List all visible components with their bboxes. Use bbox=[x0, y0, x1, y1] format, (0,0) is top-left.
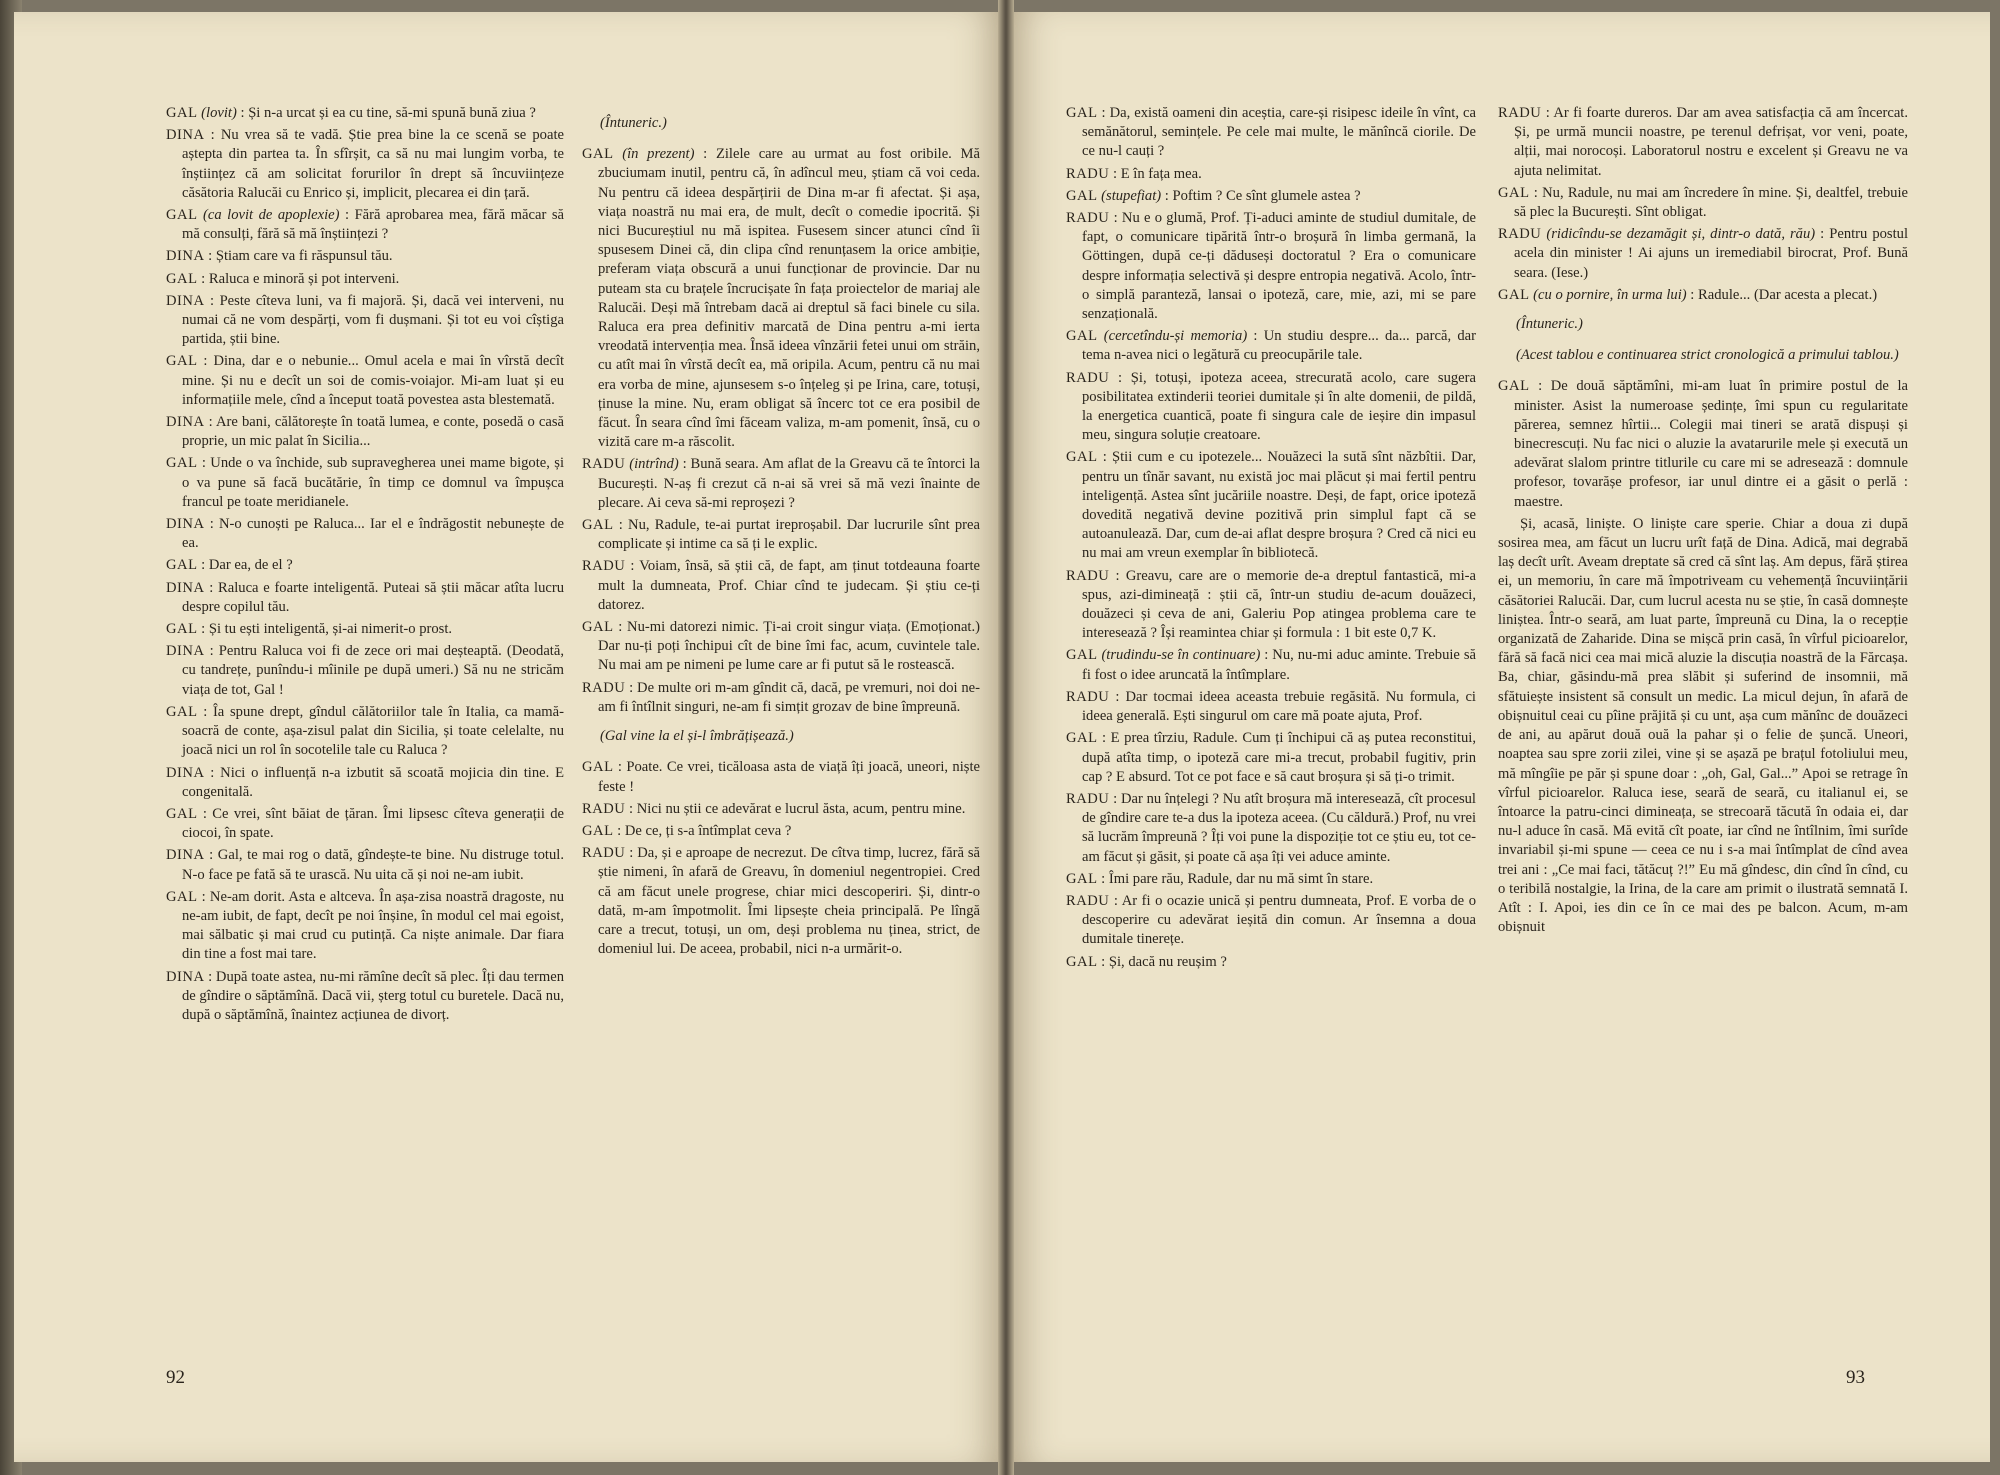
dialogue-line: GAL : Dina, dar e o nebunie... Omul acela e mai în vîrstă decît mine. Și nu e decît un soi de comis-voiajor. Mi-am luat și eu informațiile mele, cînd a început toată povestea asta blestemată. bbox=[166, 353, 564, 408]
right-column-1 bbox=[1066, 104, 1476, 975]
speaker-name: DINA bbox=[166, 643, 205, 660]
speaker-name: DINA bbox=[166, 764, 205, 781]
speaker-name: DINA bbox=[166, 579, 205, 596]
dialogue-text: Raluca e foarte inteligentă. Puteai să știi măcar atîta lucru despre copilul tău. bbox=[182, 579, 565, 615]
speaker-name: RADU bbox=[1066, 688, 1110, 705]
stage-direction: (Gal vine la el și-l îmbrățișează.) bbox=[600, 728, 794, 745]
dialogue-text: Nu e o glumă, Prof. Ți-aduci aminte de studiul dumitale, de fapt, o comunicare tipărită într-o broșură în limba germană, la Göttingen, după ce-ți dăduseși doctoratul ? Era o comunicare despre informația selectivă și despre entropia negativă. Acolo, într-o simplă paranteză, lansai o ipoteză, care, mie, azi, mi se pare senzațională. bbox=[1082, 210, 1476, 323]
dialogue-line: RADU : Ar fi foarte dureros. Dar am avea satisfacția că am încercat. Și, pe urmă muncii noastre, pe terenul defrișat, vor veni, poate, alții, mai norocoși. Laboratorul nostru e excelent și Greavu ne va ajuta nelimitat. bbox=[1498, 105, 1909, 179]
dialogue-line: RADU (ridicîndu-se dezamăgit și, dintr-o dată, rău) : Pentru postul acela din minister ! Ai ajuns un iremediabil birocrat, Prof. Bună seara. (Iese.) bbox=[1498, 226, 1909, 281]
speaker-name: DINA bbox=[166, 292, 205, 309]
dialogue-line: GAL : Ce vrei, sînt băiat de țăran. Îmi lipsesc cîteva generații de ciocoi, în spate. bbox=[166, 805, 564, 842]
dialogue-line: GAL : Știi cum e cu ipotezele... Nouăzeci la sută sînt năzbîtii. Dar, pentru un tînăr savant, nu există joc mai plăcut și mai fertil pentru inteligență. Astea sînt jucăriile noastre. Deși, de fapt, orice ipoteză dovedită negativă devine pozitivă prin simplul fapt că se autoanulează. Dar, cum de-ai aflat despre broșura ? Cred că nici eu nu mai am vreun exemplar în bibliotecă. bbox=[1066, 449, 1476, 562]
dialogue-line: RADU : Și, totuși, ipoteza aceea, strecurată acolo, care sugera posibilitatea extinderii teoriei dumitale și în alte domenii, de pildă, la energetica cuantică, poate fi singura cale de ieșire din impasul meu, singura soluție creatoare. bbox=[1066, 369, 1476, 444]
speaker-name: RADU bbox=[582, 845, 626, 862]
dialogue-line: RADU : De multe ori m-am gîndit că, dacă, pe vremuri, noi doi ne-am fi întîlnit singuri, ne-am fi simțit grozav de bine împreună. bbox=[582, 679, 980, 715]
page-number-left: 92 bbox=[166, 1367, 185, 1388]
dialogue-text: Și n-a urcat și ea cu tine, să-mi spună bună ziua ? bbox=[248, 105, 536, 121]
dialogue-text: Știi cum e cu ipotezele... Nouăzeci la sută sînt năzbîtii. Dar, pentru un tînăr savant, nu există joc mai plăcut și mai fertil pentru inteligență. Astea sînt jucăriile noastre. Deși, de fapt, orice ipoteză dovedită negativă devine pozitivă prin simplul fapt că se autoanulează. Dar, cum de-ai aflat despre broșura ? Cred că nici eu nu mai am vreun exemplar în bibliotecă. bbox=[1082, 449, 1476, 562]
dialogue-line: GAL : Nu-mi datorezi nimic. Ți-ai croit singur viața. (Emoționat.) Dar nu-ți poți închipui cît de bine îmi fac, acum, cuvintele tale. Nu mai am pe nimeni pe lume care ar fi putut să le rostească. bbox=[582, 619, 980, 674]
speaker-name: RADU bbox=[1066, 892, 1110, 909]
dialogue-text: Ar fi foarte dureros. Dar am avea satisfacția că am încercat. Și, pe urmă muncii noastre, pe terenul defrișat, vor veni, poate, alții, mai norocoși. Laboratorul nostru e excelent și Greavu ne va ajuta nelimitat. bbox=[1514, 105, 1909, 179]
stage-note: (intrînd) bbox=[629, 456, 679, 473]
speaker-name: GAL bbox=[166, 207, 198, 224]
dialogue-line: DINA : Are bani, călătorește în toată lumea, e conte, posedă o casă proprie, un mic palat în Sicilia... bbox=[166, 414, 565, 450]
dialogue-line: DINA : Peste cîteva luni, va fi majoră. Și, dacă vei interveni, nu numai că ne vom despărți, vom fi dușmani. Și tot eu voi cîștiga partida, știi bine. bbox=[166, 292, 564, 348]
dialogue-text: Poate. Ce vrei, ticăloasa asta de viață îți joacă, uneori, niște feste ! bbox=[598, 759, 980, 795]
dialogue-text: Pentru postul acela din minister ! Ai ajuns un iremediabil birocrat, Prof. Bună seara. (Iese.) bbox=[1514, 226, 1909, 281]
speaker-name: GAL bbox=[1066, 449, 1098, 466]
stage-direction: (Acest tablou e continuarea strict cronologică a primului tablou.) bbox=[1516, 347, 1899, 364]
speaker-name: GAL bbox=[166, 105, 198, 121]
page-number-right: 93 bbox=[1846, 1367, 1865, 1388]
dialogue-line: GAL : Ne-am dorit. Asta e altceva. În așa-zisa noastră dragoste, nu ne-am iubit, de fapt, decît pe noi înșine, în modul cel mai egoist, mai sălbatic și mai crud cu putință. Ca niște animale. Dar fiara din tine a fost mai tare. bbox=[166, 888, 564, 963]
speaker-name: GAL bbox=[166, 557, 198, 574]
speaker-name: GAL bbox=[1498, 286, 1530, 303]
dialogue-text: Și tu ești inteligentă, și-ai nimerit-o prost. bbox=[208, 621, 453, 638]
speaker-name: GAL bbox=[166, 270, 198, 287]
speaker-name: DINA bbox=[166, 127, 205, 144]
speaker-name: GAL bbox=[1498, 184, 1530, 201]
dialogue-text: E în fața mea. bbox=[1120, 165, 1202, 182]
dialogue-line: GAL : De două săptămîni, mi-am luat în primire postul de la minister. Asist la numeroase ședințe, îmi spun cu regularitate părerea, semnez hîrtii... Colegii mai tineri se arată dispuși și binecrescuți. Nu fac nici o aluzie la avatarurile mele și execută un adevărat slalom printre titlurile cu care mi se adresează : domnule profesor, tovarășe profesor, iar unul dintre ei a găsit o perlă : maestre. bbox=[1498, 378, 1908, 510]
dialogue-text: Pentru Raluca voi fi de zece ori mai deșteaptă. (Deodată, cu tandrețe, punîndu-i mîinile pe după umeri.) Să nu ne stricăm viața de tot, Gal ! bbox=[182, 643, 564, 698]
speaker-name: GAL bbox=[582, 517, 614, 534]
dialogue-text: După toate astea, nu-mi rămîne decît să plec. Îți dau termen de gîndire o săptămînă. Dacă vii, șterg totul cu buretele. Dacă nu, după o săptămînă, înaintez acțiunea de divorț. bbox=[182, 968, 564, 1023]
dialogue-line: GAL (trudindu-se în continuare) : Nu, nu-mi aduc aminte. Trebuie să fi fost o idee aruncată la întîmplare. bbox=[1066, 647, 1476, 683]
dialogue-text: Nici o influență n-a izbutit să scoată mojicia din tine. E congenitală. bbox=[182, 764, 564, 800]
left-column-1 bbox=[166, 104, 564, 1028]
right-page bbox=[1008, 12, 1990, 1462]
speaker-name: DINA bbox=[166, 516, 205, 533]
dialogue-line: GAL (cercetîndu-și memoria) : Un studiu despre... da... parcă, dar tema n-avea nici o legătură cu preocupările tale. bbox=[1066, 328, 1476, 364]
speaker-name: GAL bbox=[166, 621, 198, 638]
dialogue-line: GAL : Nu, Radule, nu mai am încredere în mine. Și, dealtfel, trebuie să plec la București. Sînt obligat. bbox=[1498, 184, 1908, 221]
dialogue-text: Îa spune drept, gîndul călătoriilor tale în Italia, ca mamă-soacră de conte, așa-zisul palat din Sicilia, și toate celelalte, nu joacă nici un rol în socotelile tale cu Raluca ? bbox=[182, 703, 564, 759]
dialogue-text: Unde o va închide, sub supravegherea unei mame bigote, și o va pune să facă bucătărie, în timp ce domnul va împușca francul pe toate meridianele. bbox=[182, 455, 564, 510]
dialogue-text: Ce vrei, sînt băiat de țăran. Îmi lipsesc cîteva generații de ciocoi, în spate. bbox=[182, 805, 564, 842]
dialogue-text: Poftim ? Ce sînt glumele astea ? bbox=[1172, 187, 1361, 204]
speaker-name: RADU bbox=[1498, 226, 1542, 243]
dialogue-text: Are bani, călătorește în toată lumea, e conte, posedă o casă proprie, un mic palat în Sicilia... bbox=[182, 414, 565, 450]
left-page bbox=[14, 12, 1004, 1462]
book-gutter bbox=[998, 0, 1014, 1475]
speaker-name: RADU bbox=[582, 558, 626, 575]
stage-direction: (Întuneric.) bbox=[600, 115, 667, 131]
dialogue-line: GAL : E prea tîrziu, Radule. Cum ți închipui că aș putea reconstitui, după atîta timp, o ipoteză care mi-a trecut, probabil fugitiv, prin cap ? E absurd. Tot ce pot face e să caut broșura și să ți-o trimit. bbox=[1066, 730, 1476, 785]
dialogue-text: Raluca e minoră și pot interveni. bbox=[208, 270, 400, 287]
dialogue-text: Dar ea, de el ? bbox=[208, 557, 293, 574]
dialogue-line: RADU : Da, și e aproape de necrezut. De cîtva timp, lucrez, fără să știe nimeni, în afară de Greavu, în domeniul negentropiei. Cred că am făcut unele progrese, chiar mici descoperiri. Și, dintr-o dată, m-am împotmolit. Îmi lipsește cheia principală. Pe lîngă care a trecut, totuși, un om, deși problema nu ținea, strict, de domeniul lui. De aceea, probabil, nici n-a urmărit-o. bbox=[582, 845, 980, 958]
stage-note: (ridicîndu-se dezamăgit și, dintr-o dată, rău) bbox=[1546, 226, 1816, 243]
speaker-name: RADU bbox=[1066, 790, 1110, 807]
dialogue-text: Dina, dar e o nebunie... Omul acela e mai în vîrstă decît mine. Și nu e decît un soi de comis-voiajor. Mi-am luat și eu informațiile mele, cînd a început toată povestea asta blestemată. bbox=[182, 353, 564, 408]
speaker-name: DINA bbox=[166, 414, 205, 431]
dialogue-text: Bună seara. Am aflat de la Greavu că te întorci la București. N-aș fi crezut că n-ai să vrei să mă vezi înainte de plecare. Ai ceva să-mi reproșezi ? bbox=[598, 456, 980, 511]
dialogue-line: DINA : Pentru Raluca voi fi de zece ori mai deșteaptă. (Deodată, cu tandrețe, punîndu-i mîinile pe după umeri.) Să nu ne stricăm viața de tot, Gal ! bbox=[166, 643, 564, 698]
speaker-name: GAL bbox=[1066, 187, 1098, 204]
speaker-name: GAL bbox=[166, 455, 198, 472]
dialogue-text: Știam care va fi răspunsul tău. bbox=[215, 248, 393, 265]
speaker-name: DINA bbox=[166, 847, 205, 864]
speaker-name: GAL bbox=[1066, 870, 1098, 887]
dialogue-text: Radule... (Dar acesta a plecat.) bbox=[1698, 286, 1878, 303]
dialogue-text: De două săptămîni, mi-am luat în primire postul de la minister. Asist la numeroase ședințe, îmi spun cu regularitate părerea, semnez hîrtii... Colegii mai tineri se arată dispuși și binecrescuți. Nu fac nici o aluzie la avatarurile mele și execută un adevărat slalom printre titlurile cu care mi se adresează : domnule profesor, tovarășe profesor, iar unul dintre ei a găsit o perlă : maestre. bbox=[1514, 378, 1908, 510]
dialogue-line: GAL (în prezent) : Zilele care au urmat au fost oribile. Mă zbuciumam inutil, pentru că, în adîncul meu, știam că voi ceda. Nu pentru că ideea despărțirii de Dina m-ar fi afectat. Și așa, viața noastră nu mai era, de mult, decît o comedie ipocrită. Și nici Bucureștiul nu mă ispitea. Fusesem sincer atunci cînd îi spusesem Dinei că, din clipa cînd renunțasem la orice ambiție, preferam viața obscură a unui funcționar de provincie. Dar nu puteam sta cu brațele încrucișate în fața proiectelor de mariaj ale Ralucăi. Deși mă întrebam dacă ai dreptul să faci binele cu sila. Raluca era prea definitiv marcată de Dina pentru a-mi ierta vreodată intervenția mea. Însă ideea vînzării fetei unui om străin, cu atît mai în vîrstă decît ea, mă oripila. Acum, pentru că nu mai era vorba de mine, ajunsesem s-o înțeleg și pe Irina, care, totuși, ținuse la mine. Nu, eram obligat să încerc tot ce era posibil de făcut. În seara cînd îmi făceam valiza, m-am pomenit, însă, cu o vizită care m-a răscolit. bbox=[582, 146, 981, 451]
dialogue-line: GAL : De ce, ți s-a întîmplat ceva ? bbox=[582, 822, 792, 839]
dialogue-text: De multe ori m-am gîndit că, dacă, pe vremuri, noi doi ne-am fi întîlnit singuri, ne-am fi simțit grozav de bine împreună. bbox=[598, 679, 980, 715]
stage-note: (ca lovit de apoplexie) bbox=[203, 207, 340, 224]
speaker-name: RADU bbox=[582, 456, 626, 473]
dialogue-line: RADU : Greavu, care are o memorie de-a dreptul fantastică, mi-a spus, azi-dimineață : știi că, într-un studiu de-acum douăzeci, douăzeci și ceva de ani, Galeriu Pop atingea problema care te interesează ? Își reamintea chiar și formula : 1 bit este 0,7 K. bbox=[1066, 567, 1476, 642]
dialogue-text: Nici nu știi ce adevărat e lucrul ăsta, acum, pentru mine. bbox=[636, 800, 966, 817]
dialogue-line: GAL : Și, dacă nu reușim ? bbox=[1066, 953, 1227, 970]
dialogue-text: Dar nu înțelegi ? Nu atît broșura mă interesează, cît procesul de gîndire care te-a dus la ipoteza aceea. (Cu căldură.) Prof, nu vrei să lucrăm împreună ? Îți voi pune la dispoziție tot ce știu eu, tot ce-am făcut și găsit, și poate că așa îți vei aduce aminte. bbox=[1082, 790, 1476, 865]
speaker-name: GAL bbox=[582, 619, 614, 636]
dialogue-text: Îmi pare rău, Radule, dar nu mă simt în stare. bbox=[1108, 870, 1374, 887]
stage-note: (stupefiat) bbox=[1101, 187, 1162, 204]
speaker-name: GAL bbox=[1498, 378, 1530, 395]
dialogue-line: RADU : Ar fi o ocazie unică și pentru dumneata, Prof. E vorba de o descoperire cu adevărat ieșită din comun. Ar însemna a doua dumitale tinerețe. bbox=[1066, 892, 1476, 948]
dialogue-line: RADU (intrînd) : Bună seara. Am aflat de la Greavu că te întorci la București. N-aș fi crezut că n-ai să vrei să mă vezi înainte de plecare. Ai ceva să-mi reproșezi ? bbox=[582, 456, 980, 511]
dialogue-text: Nu, nu-mi aduc aminte. Trebuie să fi fost o idee aruncată la întîmplare. bbox=[1082, 647, 1476, 683]
dialogue-line: GAL (stupefiat) : Poftim ? Ce sînt glumele astea ? bbox=[1066, 187, 1361, 204]
dialogue-line: GAL : Îa spune drept, gîndul călătoriilor tale în Italia, ca mamă-soacră de conte, așa-zisul palat din Sicilia, și toate celelalte, nu joacă nici un rol în socotelile tale cu Raluca ? bbox=[166, 703, 564, 759]
dialogue-line: DINA : N-o cunoști pe Raluca... Iar el e îndrăgostit nebunește de ea. bbox=[166, 516, 564, 552]
dialogue-text: Gal, te mai rog o dată, gîndește-te bine. Nu distruge totul. N-o face pe fată să te urască. Nu uita că și noi ne-am iubit. bbox=[182, 847, 564, 883]
dialogue-line: GAL : Și tu ești inteligentă, și-ai nimerit-o prost. bbox=[166, 621, 453, 638]
dialogue-line: GAL (ca lovit de apoplexie) : Fără aprobarea mea, fără măcar să mă consulți, fără să mă înștiințezi ? bbox=[166, 207, 564, 243]
dialogue-text: Nu-mi datorezi nimic. Ți-ai croit singur viața. (Emoționat.) Dar nu-ți poți închipui cît de bine îmi fac, acum, cuvintele tale. Nu mai am pe nimeni pe lume care ar fi putut să le rostească. bbox=[598, 619, 980, 674]
speaker-name: GAL bbox=[1066, 105, 1098, 121]
dialogue-line: RADU : Dar tocmai ideea aceasta trebuie regăsită. Nu formula, ci ideea generală. Ești singurul om care mă poate ajuta, Prof. bbox=[1066, 688, 1476, 725]
stage-note: (în prezent) bbox=[622, 146, 695, 163]
dialogue-text: Da, există oameni din aceștia, care-și risipesc ideile în vînt, ca semănătorul, semințele. Pe cele mai multe, le mănîncă ciorile. De ce nu-l cauți ? bbox=[1082, 105, 1476, 160]
dialogue-line: DINA : Raluca e foarte inteligentă. Puteai să știi măcar atîta lucru despre copilul tău. bbox=[166, 579, 565, 615]
speaker-name: RADU bbox=[582, 800, 626, 817]
dialogue-text: Nu, Radule, te-ai purtat ireproșabil. Dar lucrurile sînt prea complicate și intime ca să ți le explic. bbox=[598, 517, 980, 553]
speaker-name: GAL bbox=[166, 805, 198, 822]
dialogue-text: De ce, ți s-a întîmplat ceva ? bbox=[624, 822, 792, 839]
speaker-name: GAL bbox=[1066, 328, 1098, 345]
dialogue-text: Peste cîteva luni, va fi majoră. Și, dacă vei interveni, nu numai că ne vom despărți, vom fi dușmani. Și tot eu voi cîștiga partida, știi bine. bbox=[182, 292, 564, 348]
dialogue-line: RADU : Voiam, însă, să știi că, de fapt, am ținut totdeauna foarte mult la dumneata, Prof. Chiar cînd te judecam. Și știu ce-ți datorez. bbox=[582, 558, 981, 613]
stage-note: (lovit) bbox=[201, 105, 237, 121]
speaker-name: GAL bbox=[1066, 953, 1098, 970]
dialogue-text: Un studiu despre... da... parcă, dar tema n-avea nici o legătură cu preocupările tale. bbox=[1082, 328, 1476, 364]
dialogue-line: GAL (cu o pornire, în urma lui) : Radule... (Dar acesta a plecat.) bbox=[1498, 286, 1878, 303]
dialogue-text: Greavu, care are o memorie de-a dreptul fantastică, mi-a spus, azi-dimineață : știi că, într-un studiu de-acum douăzeci, douăzeci și ceva de ani, Galeriu Pop atingea problema care te interesează ? Își reamintea chiar și formula : 1 bit este 0,7 K. bbox=[1082, 567, 1476, 642]
speaker-name: DINA bbox=[166, 248, 205, 265]
speaker-name: RADU bbox=[1066, 369, 1110, 386]
dialogue-text: Fără aprobarea mea, fără măcar să mă consulți, fără să mă înștiințezi ? bbox=[182, 207, 564, 243]
dialogue-line: GAL : Unde o va închide, sub supravegherea unei mame bigote, și o va pune să facă bucătărie, în timp ce domnul va împușca francul pe toate meridianele. bbox=[166, 455, 564, 510]
dialogue-line: DINA : Știam care va fi răspunsul tău. bbox=[166, 248, 393, 265]
stage-direction: (Întuneric.) bbox=[1516, 316, 1583, 333]
dialogue-line: RADU : Dar nu înțelegi ? Nu atît broșura mă interesează, cît procesul de gîndire care te-a dus la ipoteza aceea. (Cu căldură.) Prof, nu vrei să lucrăm împreună ? Îți voi pune la dispoziție tot ce știu eu, tot ce-am făcut și găsit, și poate că așa îți vei aduce aminte. bbox=[1066, 790, 1476, 865]
speaker-name: GAL bbox=[166, 703, 198, 720]
dialogue-line: GAL : Da, există oameni din aceștia, care-și risipesc ideile în vînt, ca semănătorul, semințele. Pe cele mai multe, le mănîncă ciorile. De ce nu-l cauți ? bbox=[1066, 105, 1476, 160]
dialogue-line: DINA : După toate astea, nu-mi rămîne decît să plec. Îți dau termen de gîndire o săptămînă. Dacă vii, șterg totul cu buretele. Dacă nu, după o săptămînă, înaintez acțiunea de divorț. bbox=[166, 968, 564, 1023]
dialogue-text: E prea tîrziu, Radule. Cum ți închipui că aș putea reconstitui, după atîta timp, o ipoteză care mi-a trecut, probabil fugitiv, prin cap ? E absurd. Tot ce pot face e să caut broșura și să ți-o trimit. bbox=[1082, 730, 1476, 785]
dialogue-line: RADU : E în fața mea. bbox=[1066, 165, 1202, 182]
speaker-name: GAL bbox=[166, 353, 198, 370]
dialogue-line: DINA : Nici o influență n-a izbutit să scoată mojicia din tine. E congenitală. bbox=[166, 764, 564, 800]
dialogue-line: GAL : Raluca e minoră și pot interveni. bbox=[166, 270, 400, 287]
dialogue-line: GAL : Îmi pare rău, Radule, dar nu mă simt în stare. bbox=[1066, 870, 1374, 887]
dialogue-line: RADU : Nici nu știi ce adevărat e lucrul ăsta, acum, pentru mine. bbox=[582, 800, 966, 817]
speaker-name: DINA bbox=[166, 968, 205, 985]
speaker-name: RADU bbox=[582, 679, 626, 696]
stage-note: (cu o pornire, în urma lui) bbox=[1533, 286, 1687, 303]
dialogue-text: Ar fi o ocazie unică și pentru dumneata, Prof. E vorba de o descoperire cu adevărat ieșită din comun. Ar însemna a doua dumitale tinerețe. bbox=[1082, 892, 1476, 948]
stage-note: (cercetîndu-și memoria) bbox=[1103, 328, 1248, 345]
dialogue-text: Ne-am dorit. Asta e altceva. În așa-zisa noastră dragoste, nu ne-am iubit, de fapt, decît pe noi înșine, în modul cel mai egoist, mai sălbatic și mai crud cu putință. Ca niște animale. Dar fiara din tine a fost mai tare. bbox=[182, 888, 564, 963]
dialogue-text: Zilele care au urmat au fost oribile. Mă zbuciumam inutil, pentru că, în adîncul meu, știam că voi ceda. Nu pentru că ideea despărțirii de Dina m-ar fi afectat. Și așa, viața noastră nu mai era, de mult, decît o comedie ipocrită. Și nici Bucureștiul nu mă ispitea. Fusesem sincer atunci cînd îi spusesem Dinei că, din clipa cînd renunțasem la orice ambiție, preferam viața obscură a unui funcționar de provincie. Dar nu puteam sta cu brațele încrucișate în fața proiectelor de mariaj ale Ralucăi. Deși mă întrebam dacă ai dreptul să faci binele cu sila. Raluca era prea definitiv marcată de Dina pentru a-mi ierta vreodată intervenția mea. Însă ideea vînzării fetei unui om străin, cu atît mai în vîrstă decît ea, mă oripila. Acum, pentru că nu mai era vorba de mine, ajunsesem s-o înțeleg și pe Irina, care, totuși, ținuse la mine. Nu, eram obligat să încerc tot ce era posibil de făcut. În seara cînd îmi făceam valiza, m-am pomenit, însă, cu o vizită care m-a răscolit. bbox=[598, 146, 981, 451]
speaker-name: RADU bbox=[1498, 105, 1542, 121]
speaker-name: GAL bbox=[582, 759, 614, 776]
dialogue-text: Voiam, însă, să știi că, de fapt, am ținut totdeauna foarte mult la dumneata, Prof. Chiar cînd te judecam. Și știu ce-ți datorez. bbox=[598, 558, 981, 613]
dialogue-line: GAL : Dar ea, de el ? bbox=[166, 557, 293, 574]
dialogue-line: DINA : Gal, te mai rog o dată, gîndește-te bine. Nu distruge totul. N-o face pe fată să te urască. Nu uita că și noi ne-am iubit. bbox=[166, 847, 564, 883]
paragraph: Și, acasă, liniște. O liniște care sperie. Chiar a doua zi după sosirea mea, am făcut un lucru urît față de Dina. Adică, mai degrabă laș decît urît. Aveam dreptate să cred că sînt laș. Am depus, fără știrea ei, un memoriu, în care mă împotriveam cu vehemență încuviințării căsătoriei Ralucăi. Dar, cum lucrul acesta nu se știe, în casă domnește liniștea. Într-o seară, am luat parte, împreună cu Dina, la o recepție organizată de Zaharide. Dina se mișcă prin casă, în vîrful picioarelor, fără să facă nici cea mai mică aluzie la discuția noastră de la Fărcașa. Ba, chiar, găsindu-mă prea slăbit și suferind de insomnii, mă sfătuiește insistent să consult un medic. La micul dejun, în afară de obișnuitul ceai cu pîine prăjită și cu unt, așa cum mănînc de douăzeci de ani, au apărut două ouă la pahar și o felie de șuncă. Uneori, noaptea sau spre zorii zilei, vine și se așază pe brațul fotoliului meu, mă mîngîie pe păr și spune doar : „oh, Gal, Gal...” Apoi se retrage în vîrful picioarelor. Raluca iese, seară de seară, cu italianul ei, se întoarce la patru-cinci dimineața, se strecoară tăcută în odaia ei, dar nu-l aduce în casă. Mă evită cît poate, iar cînd ne întîlnim, îmi surîde invariabil și-mi spune — ceea ce nu i s-a mai întîmplat de cînd avea trei ani : „Ce mai faci, tătăcuț ?!” Eu mă gîndesc, din cînd în cînd, cu o teribilă nostalgie, la Irina, de la care am primit o ilustrată semnată I. Atît : I. Apoi, ies din ce în ce mai des pe balcon. Acum, m-am obișnuit bbox=[1498, 515, 1908, 936]
dialogue-text: N-o cunoști pe Raluca... Iar el e îndrăgostit nebunește de ea. bbox=[182, 516, 564, 552]
dialogue-line: GAL : Nu, Radule, te-ai purtat ireproșabil. Dar lucrurile sînt prea complicate și intime ca să ți le explic. bbox=[582, 517, 980, 553]
dialogue-text: Nu vrea să te vadă. Știe prea bine la ce scenă se poate aștepta din partea ta. În sfîrșit, ca să nu mai lungim vorba, te înștiințez că am solicitat forurilor în drept să încuviințeze căsătoria Ralucăi cu Enrico și, implicit, plecarea ei din țară. bbox=[182, 127, 564, 201]
dialogue-line: GAL (lovit) : Și n-a urcat și ea cu tine, să-mi spună bună ziua ? bbox=[166, 105, 536, 121]
speaker-name: GAL bbox=[166, 888, 198, 905]
speaker-name: RADU bbox=[1066, 567, 1110, 584]
dialogue-text: Nu, Radule, nu mai am încredere în mine. Și, dealtfel, trebuie să plec la București. Sînt obligat. bbox=[1514, 184, 1908, 221]
speaker-name: GAL bbox=[1066, 730, 1098, 747]
dialogue-text: Și, totuși, ipoteza aceea, strecurată acolo, care sugera posibilitatea extinderii teoriei dumitale și în alte domenii, de pildă, la energetica cuantică, poate fi singura cale de ieșire din impasul meu, singura soluție creatoare. bbox=[1082, 369, 1476, 444]
speaker-name: RADU bbox=[1066, 165, 1110, 182]
speaker-name: GAL bbox=[1066, 647, 1098, 664]
stage-note: (trudindu-se în continuare) bbox=[1101, 647, 1261, 664]
left-column-2 bbox=[582, 104, 980, 962]
dialogue-line: DINA : Nu vrea să te vadă. Știe prea bine la ce scenă se poate aștepta din partea ta. În sfîrșit, ca să nu mai lungim vorba, te înștiințez că am solicitat forurilor în drept să încuviințeze căsătoria Ralucăi cu Enrico și, implicit, plecarea ei din țară. bbox=[166, 127, 564, 201]
dialogue-line: RADU : Nu e o glumă, Prof. Ți-aduci aminte de studiul dumitale, de fapt, o comunicare tipărită într-o broșură în limba germană, la Göttingen, după ce-ți dăduseși doctoratul ? Era o comunicare despre informația selectivă și despre entropia negativă. Acolo, într-o simplă paranteză, lansai o ipoteză, care, mie, azi, mi se pare senzațională. bbox=[1066, 210, 1476, 323]
dialogue-text: Și, dacă nu reușim ? bbox=[1108, 953, 1227, 970]
dialogue-text: Dar tocmai ideea aceasta trebuie regăsită. Nu formula, ci ideea generală. Ești singurul om care mă poate ajuta, Prof. bbox=[1082, 688, 1476, 725]
speaker-name: GAL bbox=[582, 822, 614, 839]
dialogue-text: Da, și e aproape de necrezut. De cîtva timp, lucrez, fără să știe nimeni, în afară de Greavu, în domeniul negentropiei. Cred că am făcut unele progrese, chiar mici descoperiri. Și, dintr-o dată, m-am împotmolit. Îmi lipsește cheia principală. Pe lîngă care a trecut, totuși, un om, deși problema nu ținea, strict, de domeniul lui. De aceea, probabil, nici n-a urmărit-o. bbox=[598, 845, 980, 958]
speaker-name: GAL bbox=[582, 146, 614, 163]
speaker-name: RADU bbox=[1066, 210, 1110, 227]
dialogue-line: GAL : Poate. Ce vrei, ticăloasa asta de viață îți joacă, uneori, niște feste ! bbox=[582, 759, 980, 795]
right-column-2 bbox=[1498, 104, 1908, 940]
